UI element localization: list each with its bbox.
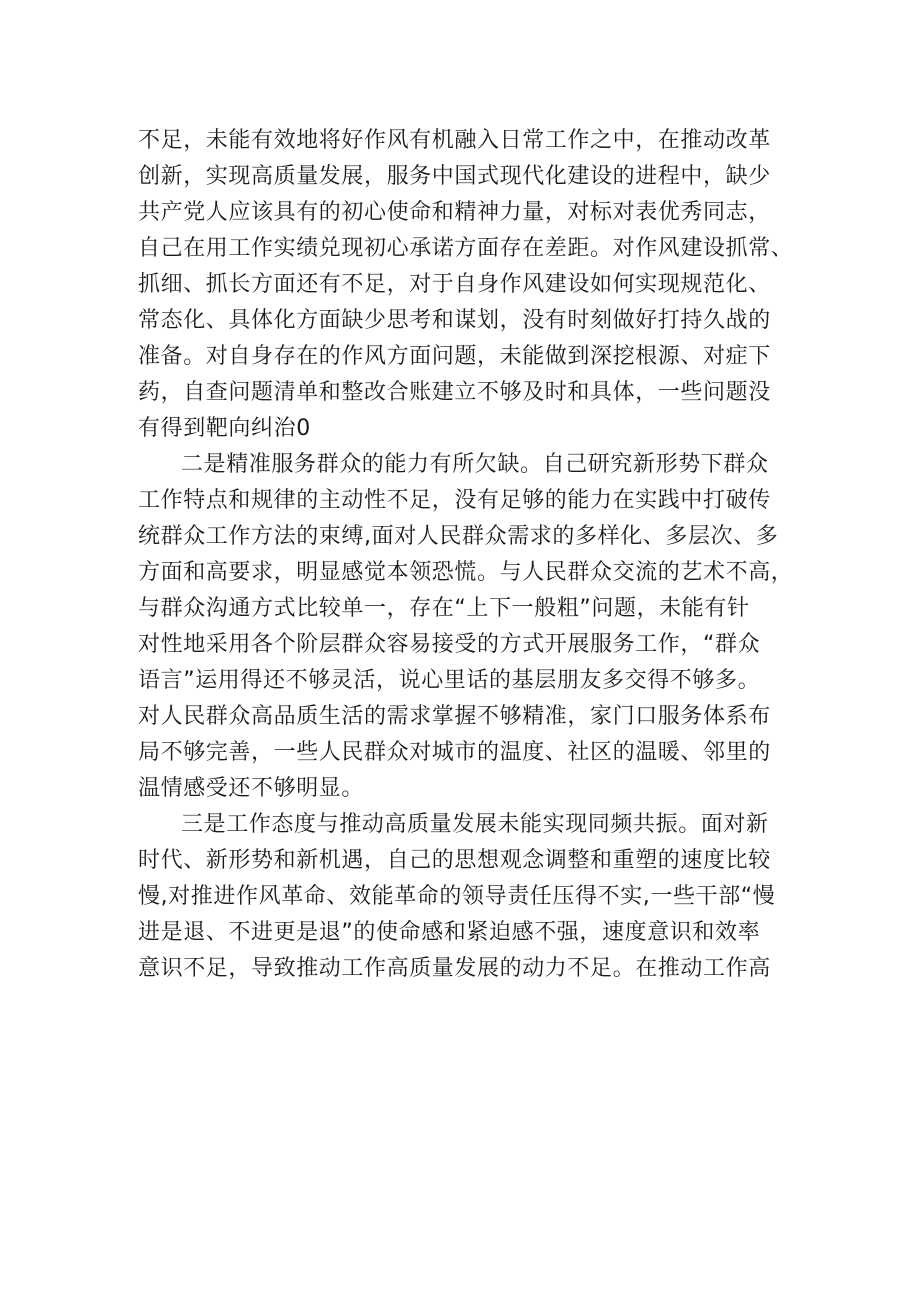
paragraph-1-line-9: 有得到靶向纠治0: [138, 416, 311, 441]
paragraph-2-line-9: 局不够完善，一些人民群众对城市的温度、社区的温暖、邻里的: [138, 740, 771, 765]
paragraph-1-line-5: 抓细、抓长方面还有不足，对于自身作风建设如何实现规范化、: [138, 272, 771, 297]
paragraph-1-line-2: 创新，实现高质量发展，服务中国式现代化建设的进程中，缺少: [138, 164, 771, 189]
paragraph-3-line-1: 三是工作态度与推动高质量发展未能实现同频共振。面对新: [181, 812, 769, 837]
paragraph-2-line-5: 与群众沟通方式比较单一，存在“上下一般粗”问题，未能有针: [138, 596, 750, 621]
paragraph-1-line-1: 不足，未能有效地将好作风有机融入日常工作之中，在推动改革: [138, 128, 771, 153]
paragraph-2-line-8: 对人民群众高品质生活的需求掌握不够精准，家门口服务体系布: [138, 704, 771, 729]
paragraph-3-line-5: 意识不足，导致推动工作高质量发展的动力不足。在推动工作高: [138, 956, 771, 981]
paragraph-1-line-7: 准备。对自身存在的作风方面问题，未能做到深挖根源、对症下: [138, 344, 771, 369]
paragraph-2-line-10: 温情感受还不够明显。: [138, 776, 365, 801]
paragraph-1-line-6: 常态化、具体化方面缺少思考和谋划，没有时刻做好打持久战的: [138, 308, 771, 333]
paragraph-1-line-8: 药，自查问题清单和整改合账建立不够及时和具体，一些问题没: [138, 380, 771, 405]
paragraph-2-line-2: 工作特点和规律的主动性不足，没有足够的能力在实践中打破传: [138, 488, 771, 513]
paragraph-1-line-3: 共产党人应该具有的初心使命和精神力量，对标对表优秀同志，: [138, 200, 771, 225]
paragraph-2-line-4: 方面和高要求，明显感觉本领恐慌。与人民群众交流的艺术不高，: [138, 560, 794, 585]
paragraph-2-line-7: 语言”运用得还不够灵活，说心里话的基层朋友多交得不够多。: [138, 668, 761, 693]
paragraph-2-line-6: 对性地采用各个阶层群众容易接受的方式开展服务工作，“群众: [138, 632, 761, 657]
paragraph-3-line-3: 慢,对推进作风革命、效能革命的领导责任压得不实,一些干部“慢: [138, 884, 776, 909]
paragraph-3-line-2: 时代、新形势和新机遇，自己的思想观念调整和重塑的速度比较: [138, 848, 771, 873]
paragraph-1-line-4: 自己在用工作实绩兑现初心承诺方面存在差距。对作风建设抓常、: [138, 236, 794, 261]
paragraph-2-line-1: 二是精准服务群众的能力有所欠缺。自己研究新形势下群众: [181, 452, 769, 477]
paragraph-3-line-4: 进是退、不进更是退”的使命感和紧迫感不强，速度意识和效率: [138, 920, 761, 945]
paragraph-2-line-3: 统群众工作方法的束缚,面对人民群众需求的多样化、多层次、多: [138, 524, 779, 549]
